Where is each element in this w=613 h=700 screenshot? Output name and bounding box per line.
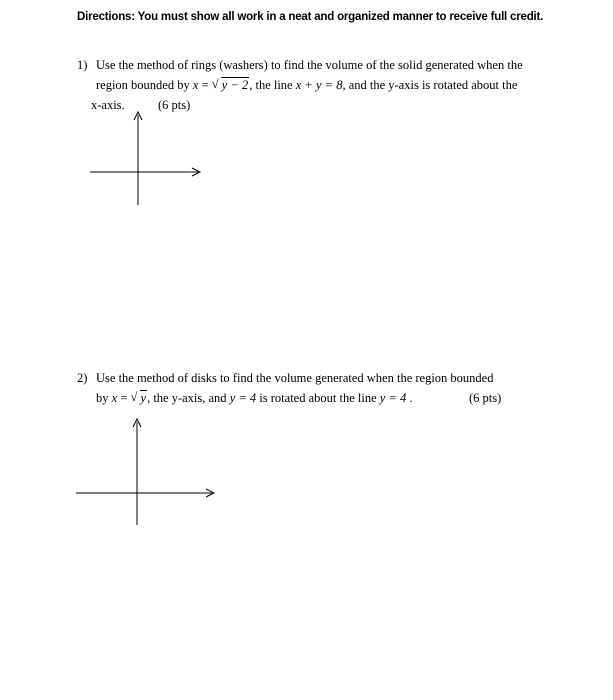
problem-2-bound-equation: y = 4 [229, 391, 257, 405]
problem-2-number: 2) [77, 371, 88, 385]
problem-1-line-1: Use the method of rings (washers) to find the volume of the solid generated when the [96, 58, 523, 72]
problem-2-line-2 [96, 388, 412, 408]
problem-1-number: 1) [77, 58, 88, 72]
radical-icon: √ [211, 77, 219, 91]
problem-2-x: x [111, 391, 118, 405]
problem-2-text-c: is rotated about the line [256, 391, 380, 405]
problem-2-text-b: , the y-axis, and [147, 391, 230, 405]
problem-2-text-d: . [406, 391, 413, 405]
problem-1-radicand: y − 2 [221, 78, 249, 92]
problem-2-line-1: Use the method of disks to find the volume generated when the region bounded [96, 371, 494, 385]
problem-1-line-equation: x + y = 8 [295, 78, 343, 92]
problem-2-axis-equation: y = 4 [379, 391, 407, 405]
directions-heading: Directions: You must show all work in a neat and organized manner to receive full credit. [77, 11, 544, 23]
problem-2-points: (6 pts) [469, 391, 502, 405]
radical-icon: √ [130, 390, 138, 404]
problem-1-equals: = [198, 78, 212, 92]
problem-2-radicand: y [140, 391, 147, 405]
problem-1-line-3: x-axis. [91, 98, 125, 112]
problem-2-sqrt [131, 388, 148, 408]
problem-1-text-c: , and the y-axis is rotated about the [342, 78, 518, 92]
problem-1-text-b: , the line [249, 78, 296, 92]
problem-2 [77, 368, 577, 408]
problem-1-x: x [192, 78, 199, 92]
problem-1-text-a: region bounded by [96, 78, 193, 92]
problem-2-equals: = [117, 391, 131, 405]
problem-2-text-a: by [96, 391, 112, 405]
problem-1-points: (6 pts) [158, 98, 191, 112]
